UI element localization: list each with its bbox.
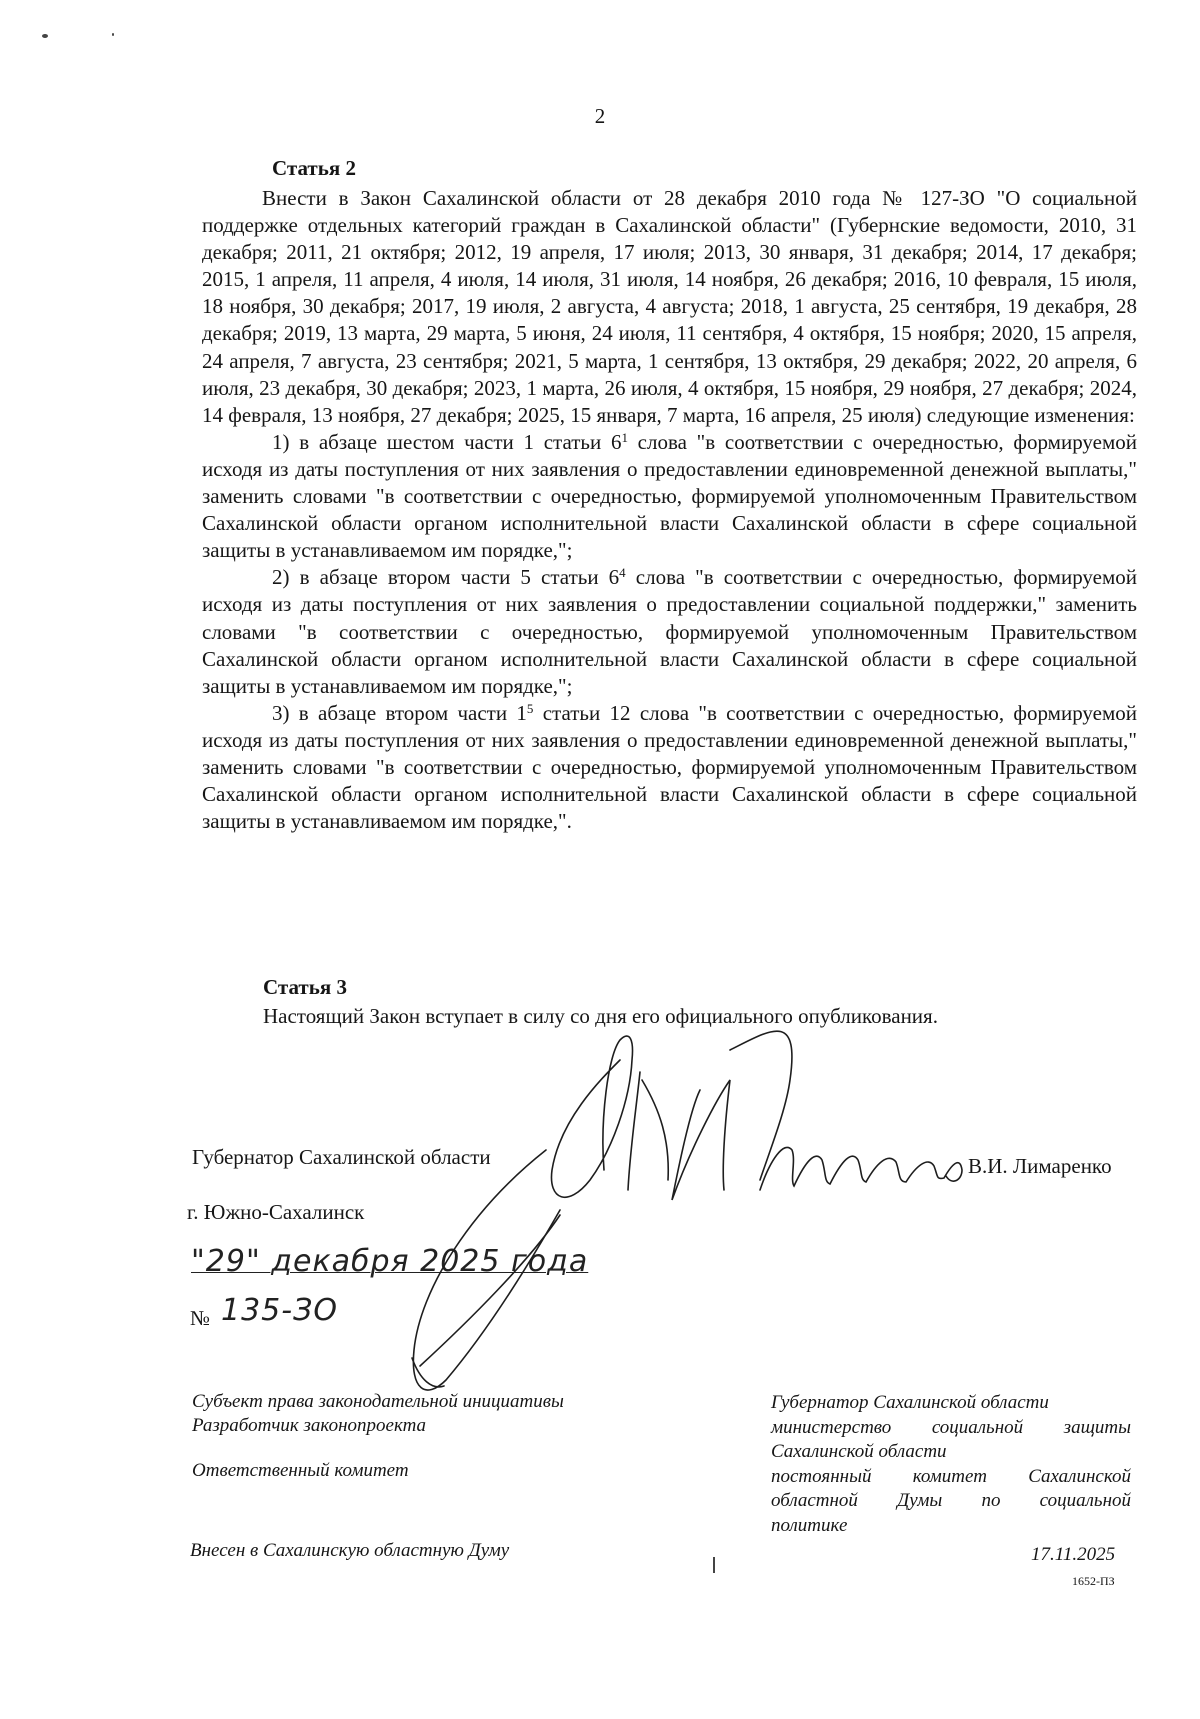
committee-value-line2: областной Думы по социальной xyxy=(771,1490,1131,1511)
submitted-label: Внесен в Сахалинскую областную Думу xyxy=(190,1540,510,1561)
city-line: г. Южно-Сахалинск xyxy=(187,1200,365,1224)
committee-label: Ответственный комитет xyxy=(192,1460,409,1481)
article-3-heading: Статья 3 xyxy=(263,975,347,999)
developer-value-line2: Сахалинской области xyxy=(771,1441,947,1462)
page-number: 2 xyxy=(594,104,606,128)
handwritten-date: "29" декабря 2025 года xyxy=(191,1244,589,1279)
governor-title: Губернатор Сахалинской области xyxy=(192,1145,491,1169)
article-3-text: Настоящий Закон вступает в силу со дня его официального опубликования. xyxy=(263,1004,938,1028)
amendment-item-2: 2) в абзаце втором части 5 статьи $6^4$ слова "в соответствии с очередностью, формируемой исходя из даты поступления от них заявления о предоставлении социальной поддержки," заменить словами "в соответствии с очередностью, формируемой уполномоченным Правительством Сахалинской области органом исполнительной власти Сахалинской области в сфере социальной защиты в устанавливаемом им порядке,"; xyxy=(202,565,1137,698)
subject-value: Губернатор Сахалинской области xyxy=(771,1392,1049,1413)
handwritten-law-number: 135-ЗО xyxy=(221,1293,338,1328)
committee-value-line1: постоянный комитет Сахалинской xyxy=(771,1465,1131,1487)
article-2-heading: Статья 2 xyxy=(272,156,356,180)
developer-label: Разработчик законопроекта xyxy=(192,1415,427,1436)
footer-right-column xyxy=(771,1391,1131,1538)
submitted-date: 17.11.2025 xyxy=(1031,1544,1116,1565)
committee-value-line3: политике xyxy=(771,1514,848,1536)
subject-label: Субъект права законодательной инициативы xyxy=(192,1391,564,1412)
developer-value-line1: министерство социальной защиты xyxy=(771,1416,1131,1438)
scan-speck xyxy=(713,1557,715,1573)
article-2-body xyxy=(202,185,1137,835)
scan-speck xyxy=(42,34,48,38)
document-code: 1652-ПЗ xyxy=(1072,1574,1115,1588)
governor-name: В.И. Лимаренко xyxy=(968,1154,1112,1178)
number-prefix: № xyxy=(190,1306,211,1330)
amendment-item-1: 1) в абзаце шестом части 1 статьи $6^1$ слова "в соответствии с очередностью, формируемой исходя из даты поступления от них заявления о предоставлении единовременной денежной выплаты," заменить словами "в соответствии с очередностью, формируемой уполномоченным Правительством Сахалинской области органом исполнительной власти Сахалинской области в сфере социальной защиты в устанавливаемом им порядке,"; xyxy=(202,429,1137,563)
amendment-item-3: 3) в абзаце втором части $1^5$ статьи 12 слова "в соответствии с очередностью, формируемой исходя из даты поступления от них заявления о предоставлении единовременной денежной выплаты," заменить словами "в соответствии с очередностью, формируемой уполномоченным Правительством Сахалинской области органом исполнительной власти Сахалинской области в сфере социальной защиты в устанавливаемом им порядке,". xyxy=(202,700,1137,834)
article-2-intro: Внести в Закон Сахалинской области от 28 декабря 2010 года № 127-ЗО "О социальной поддержке отдельных категорий граждан в Сахалинской области" (Губернские ведомости, 2010, 31 декабря; 2011, 21 октября; 2012, 19 апреля, 17 июля; 2013, 30 января, 31 декабря; 2014, 17 декабря; 2015, 1 апреля, 11 апреля, 4 июля, 14 июля, 31 июля, 14 ноября, 26 декабря; 2016, 10 февраля, 15 июля, 18 ноября, 30 декабря; 2017, 19 июля, 2 августа, 4 августа; 2018, 1 августа, 25 сентября, 19 декабря, 28 декабря; 2019, 13 марта, 29 марта, 5 июня, 24 июля, 11 сентября, 4 октября, 15 ноября; 2020, 15 апреля, 24 апреля, 7 августа, 23 сентября; 2021, 5 марта, 1 сентября, 13 октября, 29 декабря; 2022, 20 апреля, 6 июля, 23 декабря, 30 декабря; 2023, 1 марта, 26 июля, 4 октября, 15 ноября, 29 ноября, 27 декабря; 2024, 14 февраля, 13 ноября, 27 декабря; 2025, 15 января, 7 марта, 16 апреля, 25 июля) следующие изменения: xyxy=(202,186,1137,427)
scan-speck xyxy=(112,33,114,36)
